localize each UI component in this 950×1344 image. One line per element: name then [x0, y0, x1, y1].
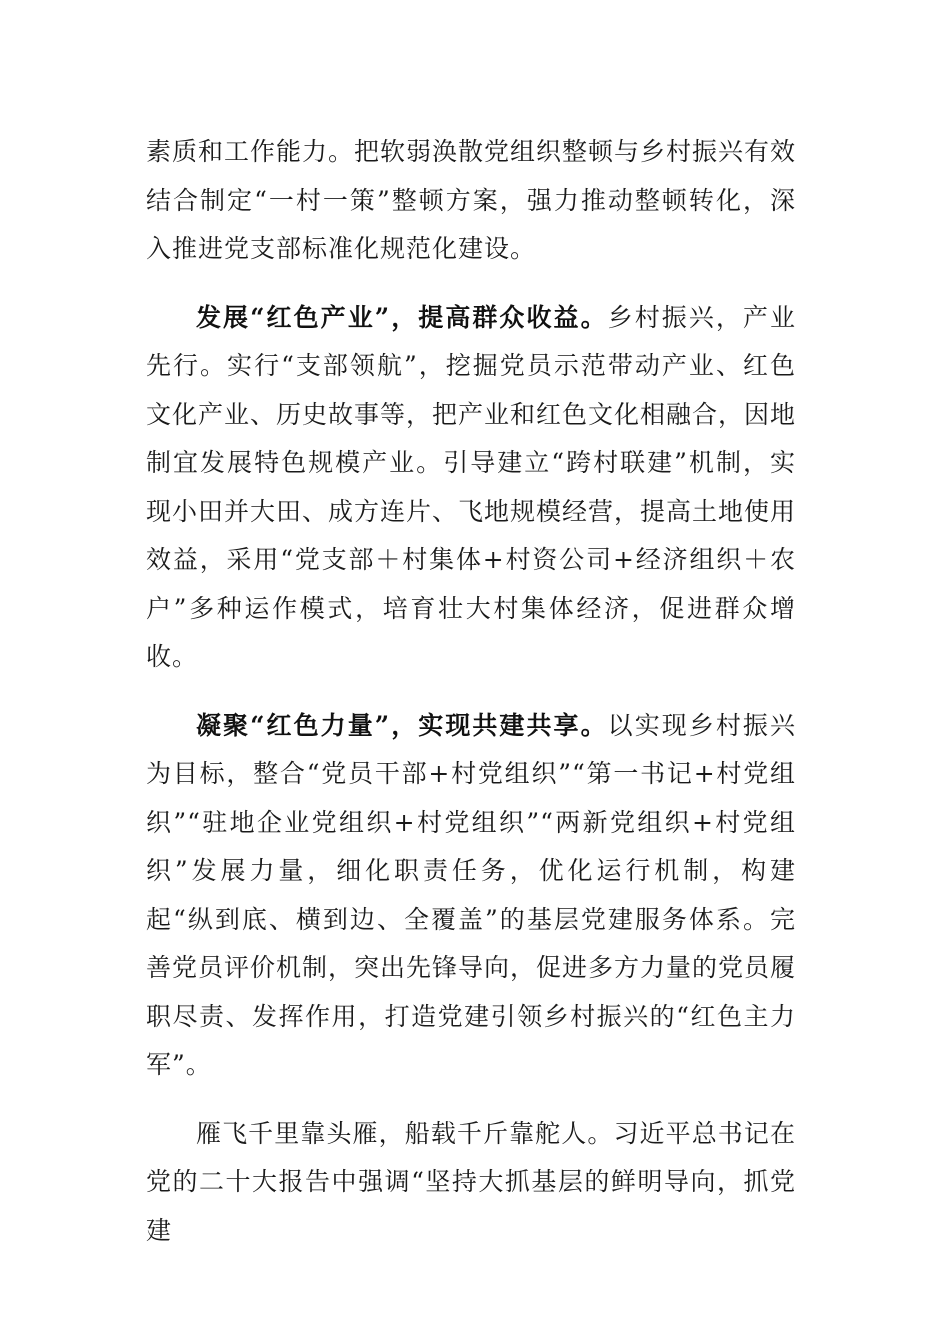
paragraph-gap	[146, 682, 796, 702]
paragraph-body: 雁飞千里靠头雁，船载千斤靠舵人。习近平总书记在党的二十大报告中强调“坚持大抓基层的鲜明导向，抓党建	[146, 1118, 796, 1245]
paragraph-lead-goose	[146, 1110, 796, 1256]
paragraph-gap	[146, 1090, 796, 1110]
paragraph-gap	[146, 274, 796, 294]
paragraph-body: 素质和工作能力。把软弱涣散党组织整顿与乡村振兴有效结合制定“一村一策”整顿方案，强力推动整顿转化，深入推进党支部标准化规范化建设。	[146, 137, 797, 263]
paragraph-continuation	[146, 128, 796, 274]
paragraph-red-force	[146, 702, 796, 1090]
paragraph-body: 乡村振兴，产业先行。实行“支部领航”，挖掘党员示范带动产业、红色文化产业、历史故事等，把产业和红色文化相融合，因地制宜发展特色规模产业。引导建立“跨村联建”机制，实现小田并大田、成方连片、飞地规模经营，提高土地使用效益，采用“党支部＋村集体+村资公司+经济组织＋农户”多种运作模式，培育壮大村集体经济，促进群众增收。	[146, 302, 797, 671]
paragraph-body: 以实现乡村振兴为目标，整合“党员干部+村党组织”“第一书记+村党组织”“驻地企业党组织+村党组织”“两新党组织+村党组织”发展力量，细化职责任务，优化运行机制，构建起“纵到底、横到边、全覆盖”的基层党建服务体系。完善党员评价机制，突出先锋导向，促进多方力量的党员履职尽责、发挥作用，打造党建引领乡村振兴的“红色主力军”。	[146, 710, 797, 1079]
document-body	[146, 128, 796, 1255]
paragraph-red-industry	[146, 294, 796, 682]
paragraph-heading: 发展“红色产业”，提高群众收益。	[196, 302, 608, 332]
paragraph-heading: 凝聚“红色力量”，实现共建共享。	[196, 710, 608, 740]
